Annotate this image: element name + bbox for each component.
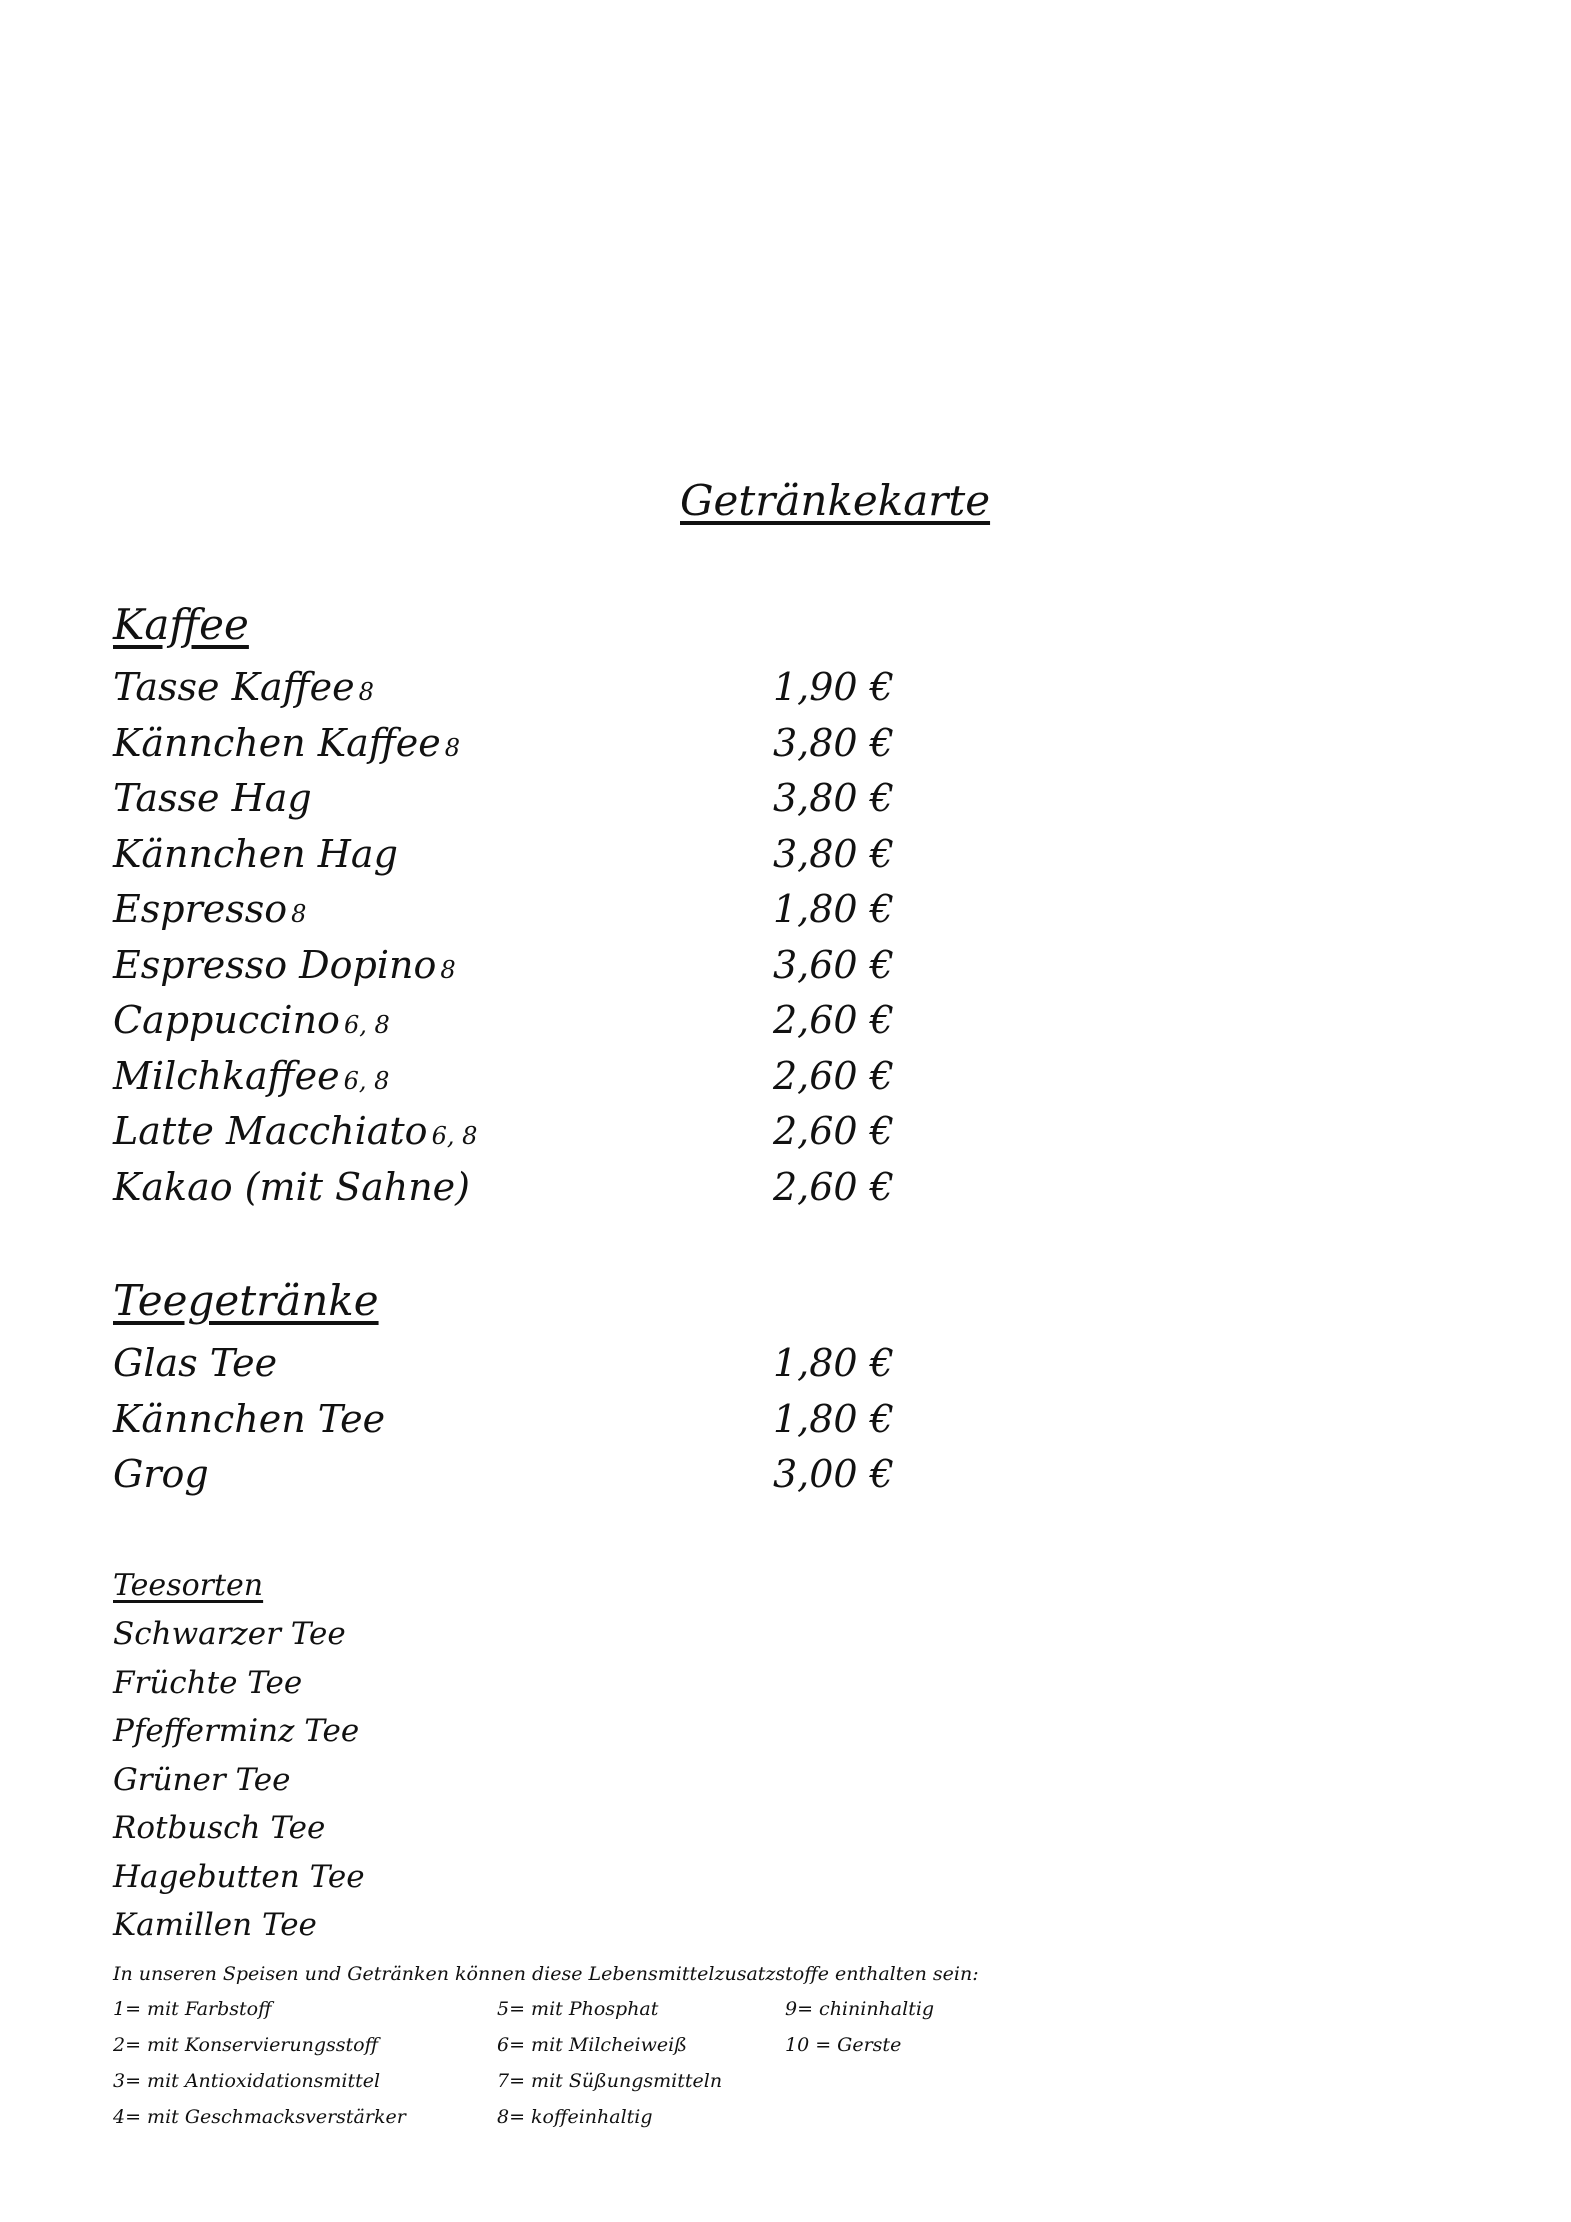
item-name: Kännchen Hag <box>113 831 398 876</box>
menu-item <box>113 1392 933 1448</box>
item-price: 3,80 € <box>773 831 894 876</box>
item-name: Latte Macchiato 6, 8 <box>113 1109 478 1153</box>
item-note: 8 <box>444 733 461 762</box>
tee-list <box>113 1336 933 1503</box>
item-price: 1,90 € <box>773 665 894 709</box>
item-note: 6, 8 <box>343 1066 390 1095</box>
list-item: Hagebutten Tee <box>113 1858 365 1895</box>
menu-item <box>113 771 933 827</box>
item-note: 8 <box>440 955 456 984</box>
list-item: Grüner Tee <box>113 1761 291 1798</box>
additive-item: 5= mit Phosphat <box>497 1998 659 2020</box>
item-name: Cappuccino 6, 8 <box>113 998 390 1042</box>
additive-item: 7= mit Süßungsmitteln <box>497 2070 723 2092</box>
list-item: Kamillen Tee <box>113 1907 317 1943</box>
item-price: 2,60 € <box>773 1164 894 1209</box>
item-name: Kännchen Kaffee 8 <box>113 720 461 765</box>
list-item: Pfefferminz Tee <box>113 1713 360 1749</box>
item-note: 6, 8 <box>343 1011 390 1039</box>
additive-item: 10 = Gerste <box>785 2034 902 2056</box>
menu-item <box>113 1160 933 1216</box>
item-name: Tasse Hag <box>113 776 312 820</box>
section-heading-teesorten: Teesorten <box>113 1568 264 1603</box>
item-price: 2,60 € <box>773 998 894 1042</box>
item-price: 2,60 € <box>773 1109 894 1153</box>
item-note: 8 <box>291 900 307 928</box>
menu-item <box>113 1447 933 1503</box>
menu-item <box>113 1336 933 1392</box>
menu-item <box>113 882 933 938</box>
menu-item <box>113 993 933 1049</box>
list-item: Schwarzer Tee <box>113 1616 346 1652</box>
item-price: 1,80 € <box>773 1341 894 1385</box>
menu-item <box>113 1104 933 1160</box>
list-item: Rotbusch Tee <box>113 1810 326 1846</box>
item-note: 6, 8 <box>431 1122 478 1150</box>
item-name: Espresso 8 <box>113 887 307 931</box>
additive-item: 2= mit Konservierungsstoff <box>113 2034 379 2056</box>
additive-item: 6= mit Milcheiweiß <box>497 2034 687 2056</box>
page-title: Getränkekarte <box>680 476 991 525</box>
item-price: 1,80 € <box>773 887 894 931</box>
additives-intro: In unseren Speisen und Getränken können diese Lebensmittelzusatzstoffe enthalten sein: <box>113 1963 979 1985</box>
item-name: Tasse Kaffee 8 <box>113 665 374 709</box>
kaffee-list <box>113 660 933 1215</box>
menu-item <box>113 938 933 994</box>
additive-item: 1= mit Farbstoff <box>113 1998 272 2020</box>
item-name: Kännchen Tee <box>113 1396 386 1441</box>
section-heading-kaffee: Kaffee <box>113 600 249 649</box>
additive-item: 9= chininhaltig <box>785 1998 935 2020</box>
item-price: 1,80 € <box>773 1396 894 1441</box>
menu-item <box>113 827 933 883</box>
menu-item <box>113 660 933 716</box>
item-price: 3,80 € <box>773 720 894 765</box>
item-price: 2,60 € <box>773 1053 894 1098</box>
additive-item: 3= mit Antioxidationsmittel <box>113 2070 381 2092</box>
item-name: Espresso Dopino 8 <box>113 942 456 987</box>
item-name: Kakao (mit Sahne) <box>113 1164 470 1209</box>
additive-item: 4= mit Geschmacksverstärker <box>113 2106 406 2128</box>
additive-item: 8= koffeinhaltig <box>497 2106 653 2128</box>
item-note: 8 <box>358 678 374 706</box>
item-price: 3,60 € <box>773 942 894 987</box>
item-price: 3,80 € <box>773 776 894 820</box>
menu-item <box>113 1049 933 1105</box>
item-name: Glas Tee <box>113 1341 278 1385</box>
item-name: Grog <box>113 1452 209 1496</box>
teesorten-list <box>113 1610 365 1950</box>
item-name: Milchkaffee 6, 8 <box>113 1053 390 1098</box>
section-heading-tee: Teegetränke <box>113 1276 379 1325</box>
menu-item <box>113 716 933 772</box>
list-item: Früchte Tee <box>113 1664 303 1701</box>
item-price: 3,00 € <box>773 1452 894 1496</box>
